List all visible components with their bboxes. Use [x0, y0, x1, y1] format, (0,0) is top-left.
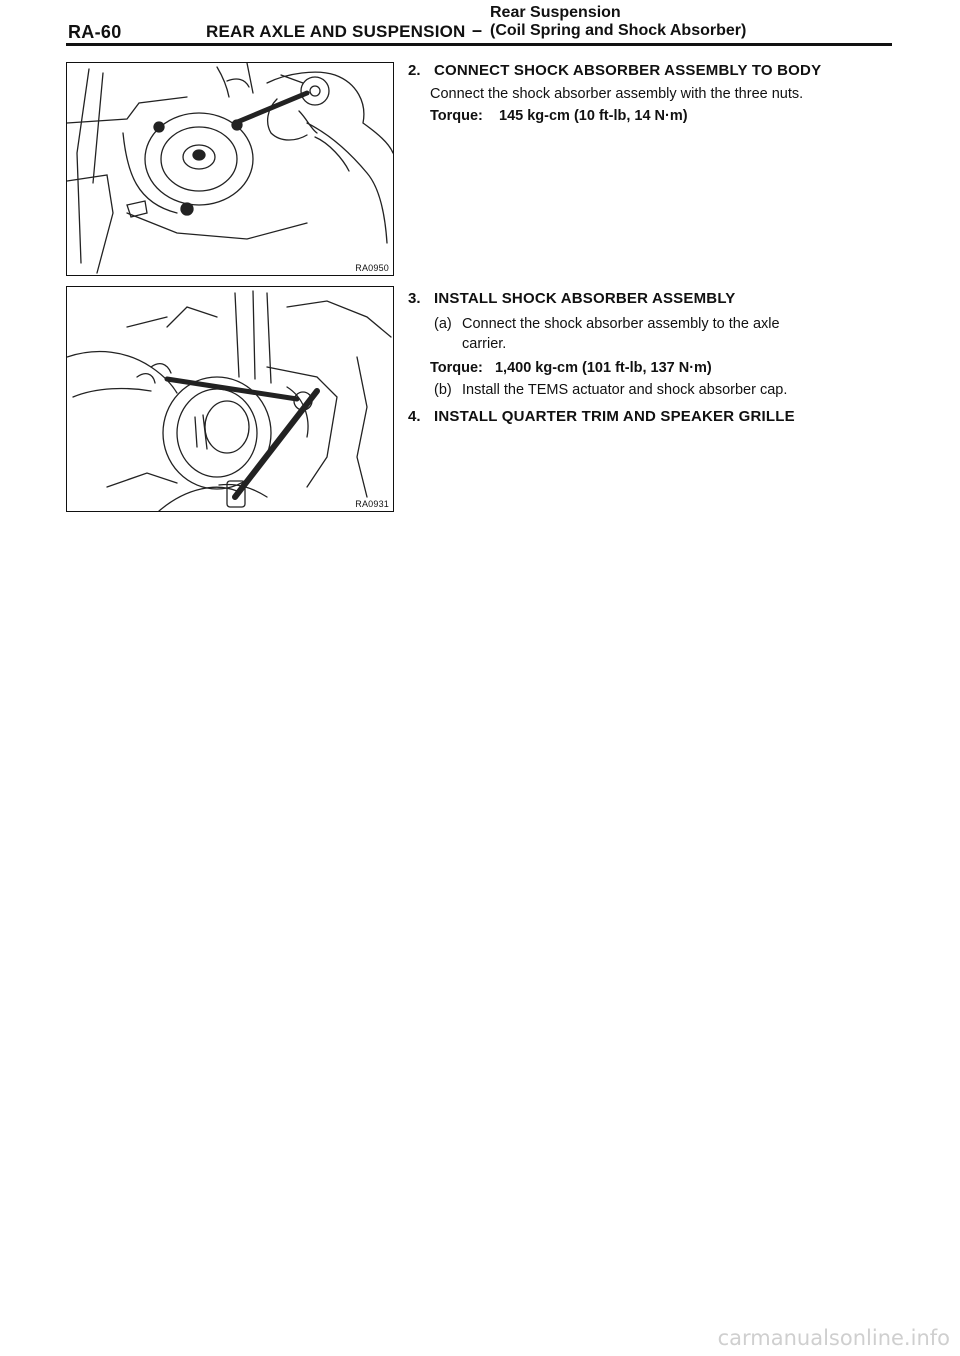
- figure-code: RA0950: [355, 263, 389, 273]
- section-subtitle-line1: Rear Suspension: [490, 4, 621, 21]
- step-2-body: Connect the shock absorber assembly with the three nuts.: [430, 86, 804, 102]
- site-watermark: carmanualsonline.info: [717, 1326, 950, 1350]
- step-3-number: 3.: [408, 290, 421, 307]
- step-2-title: CONNECT SHOCK ABSORBER ASSEMBLY TO BODY: [434, 62, 822, 79]
- figure-shock-mount: [66, 62, 394, 276]
- shock-mount-illustration: [67, 63, 393, 275]
- step-2-torque: [430, 106, 688, 126]
- step-3-torque: [430, 358, 712, 378]
- step-4-title: INSTALL QUARTER TRIM AND SPEAKER GRILLE: [434, 408, 795, 425]
- step-3b-marker: (b): [434, 382, 452, 398]
- step-3a-line1: Connect the shock absorber assembly to the axle: [462, 316, 780, 332]
- axle-carrier-illustration: [67, 287, 393, 511]
- section-subtitle-line2: (Coil Spring and Shock Absorber): [490, 22, 747, 39]
- page-number: RA-60: [68, 22, 122, 42]
- step-3a-line2: carrier.: [462, 336, 507, 352]
- step-2-number: 2.: [408, 62, 421, 79]
- figure-axle-carrier: [66, 286, 394, 512]
- torque-value: 145 kg-cm (10 ft-lb, 14 N·m): [499, 108, 688, 124]
- torque-label: Torque:: [430, 360, 483, 376]
- step-3a-marker: (a): [434, 316, 452, 332]
- title-dash: –: [472, 20, 483, 40]
- torque-value: 1,400 kg-cm (101 ft-lb, 137 N·m): [494, 360, 712, 376]
- section-title: REAR AXLE AND SUSPENSION: [206, 22, 466, 41]
- figure-code: RA0931: [355, 499, 389, 509]
- torque-label: Torque:: [430, 108, 483, 124]
- step-3b-text: Install the TEMS actuator and shock absorber cap.: [462, 382, 788, 398]
- header-rule: [66, 43, 892, 46]
- page-header: [0, 0, 960, 48]
- step-4-number: 4.: [408, 408, 421, 425]
- step-3-title: INSTALL SHOCK ABSORBER ASSEMBLY: [434, 290, 736, 307]
